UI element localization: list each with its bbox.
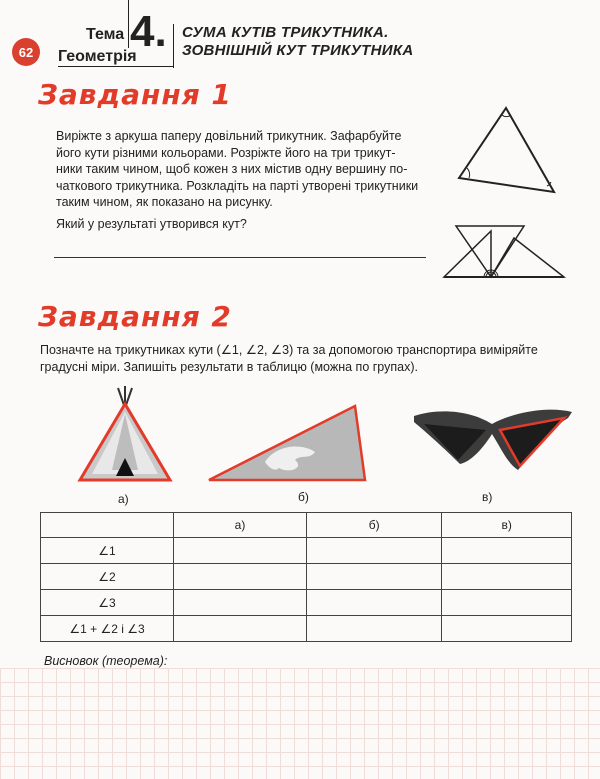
task2-heading: Завдання 2 [38,300,232,333]
task1-line: його кути різними кольорами. Розріжте його на три трикут- [56,145,396,160]
row-label: ∠2 [41,564,174,590]
subject-underline [58,66,174,67]
answer-line[interactable] [54,257,426,258]
title-divider [173,24,174,68]
table-row [41,564,572,590]
table-header-cell [41,513,174,538]
answer-cell[interactable] [174,616,307,642]
task1-line: чаткового трикутника. Розкладіть на парті утворені трикутники [56,178,419,193]
image-label-b: б) [298,490,309,504]
task1-line: ники таким чином, щоб кожен з них містив одну вершину по- [56,162,408,176]
row-label: ∠1 [41,538,174,564]
task2-text [40,342,580,375]
answer-cell[interactable] [442,590,572,616]
answer-cell[interactable] [442,616,572,642]
answer-cell[interactable] [442,538,572,564]
header-divider [128,0,129,48]
page-number-badge [12,38,40,66]
answer-cell[interactable] [174,564,307,590]
table-row [41,590,572,616]
task1-text [56,128,436,211]
answer-cell[interactable] [307,564,442,590]
table-header-cell: а) [174,513,307,538]
task2-line: Позначте на трикутниках кути (∠1, ∠2, ∠3) та за допомогою транспортира виміряйте [40,343,538,357]
topic-title [182,24,414,60]
row-label: ∠1 + ∠2 і ∠3 [41,616,174,642]
answer-cell[interactable] [307,590,442,616]
answer-cell[interactable] [307,616,442,642]
task1-line: таким чином, як показано на рисунку. [56,195,273,209]
triangle-figure [455,102,565,198]
subject-label: Геометрія [58,48,137,65]
table-row [41,616,572,642]
task1-question: Який у результаті утворився кут? [56,217,247,231]
topic-line-2: ЗОВНІШНІЙ КУТ ТРИКУТНИКА [182,42,414,59]
table-header-cell: б) [307,513,442,538]
row-label: ∠3 [41,590,174,616]
answer-cell[interactable] [174,538,307,564]
table-header-cell: в) [442,513,572,538]
answer-cell[interactable] [174,590,307,616]
sunglasses-image [408,404,578,478]
tema-number: 4. [130,7,167,56]
results-table [40,512,572,642]
answer-cell[interactable] [307,538,442,564]
tema-label: Тема [86,26,125,43]
task2-line: градусні міри. Запишіть результати в таблицю (можна по групах). [40,359,418,374]
task1-line: Виріжте з аркуша паперу довільний трикутник. Зафарбуйте [56,129,402,143]
image-label-a: а) [118,492,129,506]
topic-line-1: СУМА КУТІВ ТРИКУТНИКА. [182,24,389,41]
conclusion-label: Висновок (теорема): [44,654,168,668]
tepee-image [72,386,178,486]
table-row [41,538,572,564]
rearranged-triangles-figure [440,220,570,282]
image-label-c: в) [482,490,493,504]
page-number: 62 [18,44,34,60]
task1-heading: Завдання 1 [38,78,232,111]
table-header-row [41,513,572,538]
answer-cell[interactable] [442,564,572,590]
set-square-image [205,402,375,484]
grid-background [0,668,600,779]
